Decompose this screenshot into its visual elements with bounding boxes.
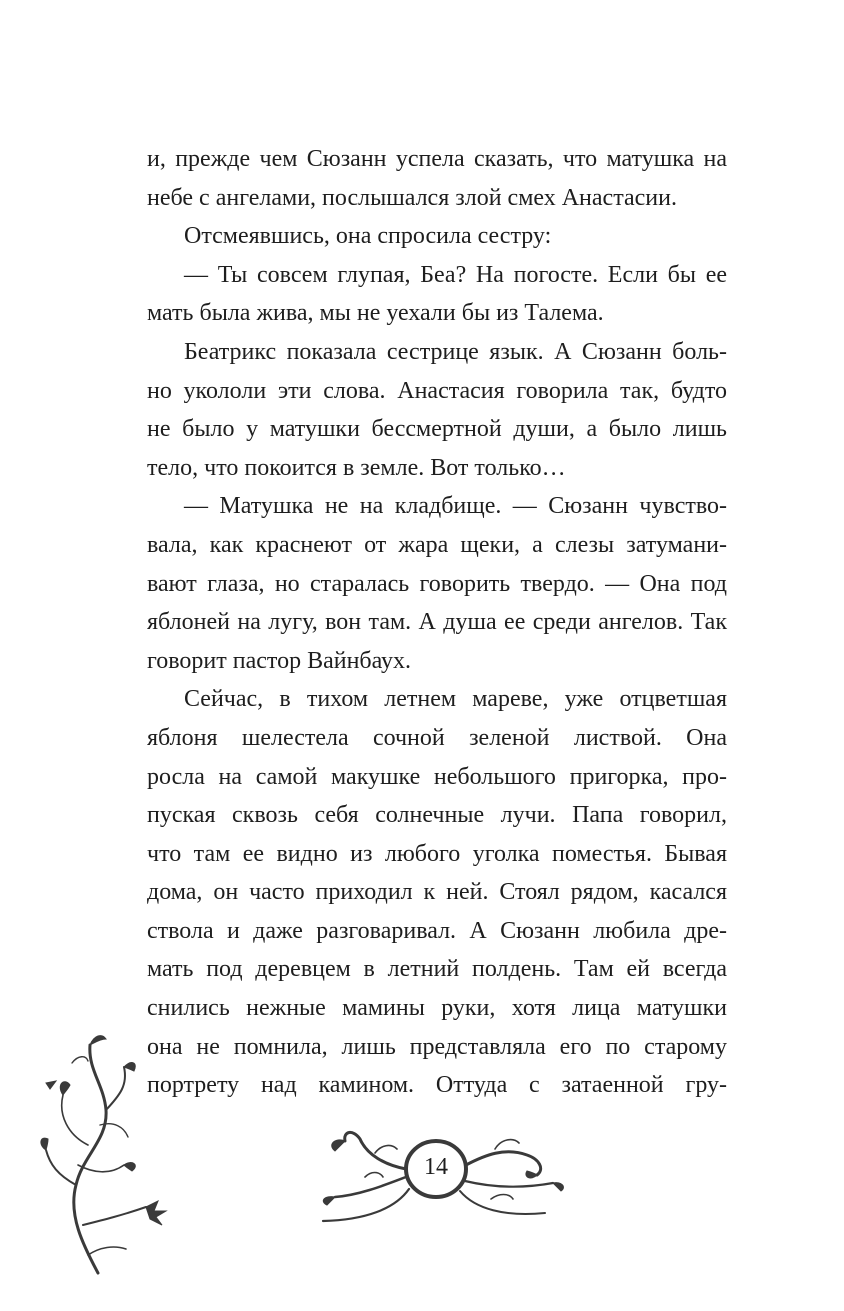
text-line: небе с ангелами, послышался злой смех Анастасии. [147, 184, 677, 211]
page-number: 14 [424, 1154, 448, 1180]
text-line: пуская сквозь себя солнечные лучи. Папа говорил, [147, 802, 727, 829]
text-line: и, прежде чем Сюзанн успела сказать, что матушка на [147, 146, 727, 172]
text-line: говорит пастор Вайнбаух. [147, 647, 412, 674]
text-line: тело, что покоится в земле. Вот только… [147, 454, 566, 481]
text-line: мать была жива, мы не уехали бы из Талема. [147, 300, 604, 327]
text-line: мать под деревцем в летний полдень. Там ей всегда [147, 956, 727, 983]
text-line: Отсмеявшись, она спросила сестру: [184, 223, 552, 250]
text-line: яблоня шелестела сочной зеленой листвой. Она [147, 724, 727, 751]
text-line: снились нежные мамины руки, хотя лица матушки [147, 995, 727, 1022]
text-line: но укололи эти слова. Анастасия говорила так, будто [147, 377, 727, 404]
text-line: вают глаза, но старалась говорить твердо. — Она под [147, 570, 727, 597]
text-line: вала, как краснеют от жара щеки, а слезы затумани- [147, 531, 727, 558]
text-line: Беатрикс показала сестрице язык. А Сюзанн боль- [184, 338, 727, 365]
text-line: — Ты совсем глупая, Беа? На погосте. Если бы ее [184, 261, 727, 288]
text-line: не было у матушки бессмертной души, а было лишь [147, 416, 727, 443]
text-line: Сейчас, в тихом летнем мареве, уже отцветшая [184, 686, 727, 713]
text-line: ствола и даже разговаривал. А Сюзанн любила дре- [147, 917, 727, 944]
text-line: портрету над камином. Оттуда с затаенной гру- [147, 1072, 727, 1099]
text-line: яблоней на лугу, вон там. А душа ее среди ангелов. Так [147, 609, 727, 636]
book-page-text [147, 140, 727, 1105]
text-line: она не помнила, лишь представляла его по старому [147, 1033, 727, 1060]
floral-vine-ornament [28, 1025, 198, 1275]
text-line: дома, он часто приходил к ней. Стоял рядом, касался [147, 879, 727, 906]
text-line: что там ее видно из любого уголка поместья. Бывая [147, 840, 727, 867]
text-line: — Матушка не на кладбище. — Сюзанн чувство- [184, 493, 727, 520]
text-line: росла на самой макушке небольшого пригорка, про- [147, 763, 727, 790]
